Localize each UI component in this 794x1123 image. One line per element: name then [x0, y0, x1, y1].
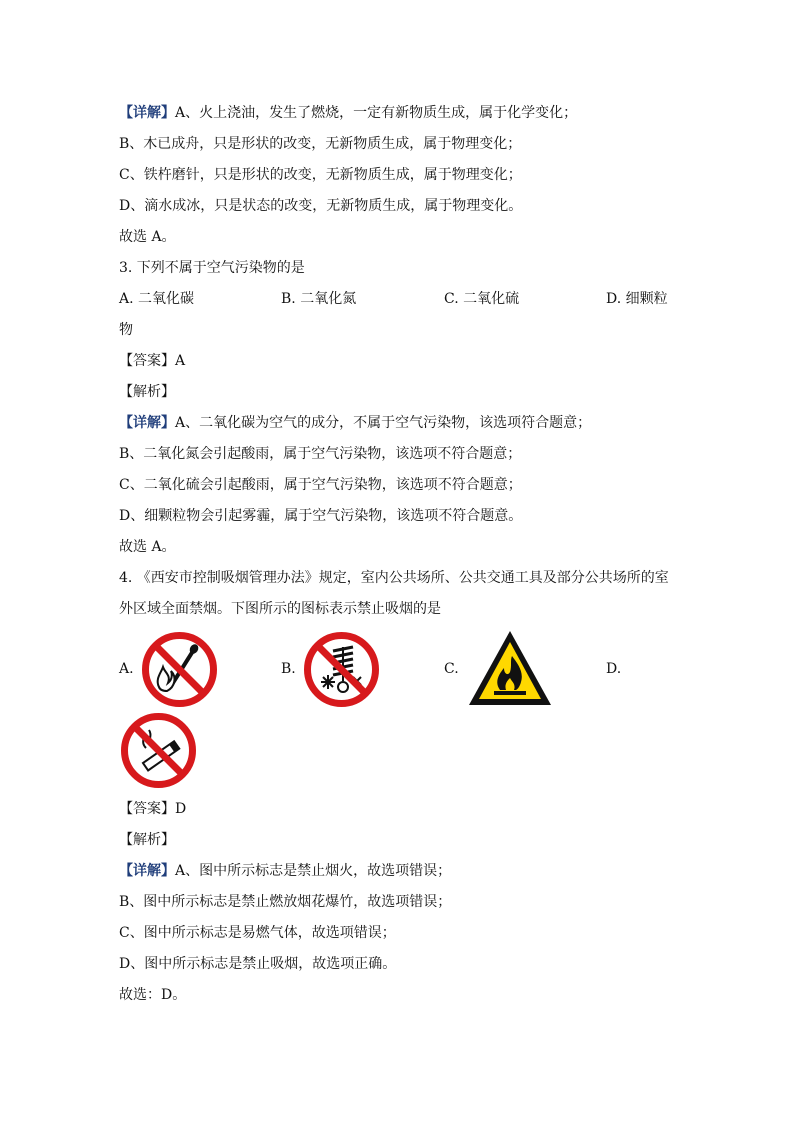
q4-conclusion: 故选：D。 — [119, 987, 187, 1003]
q2-explain-label: 【详解】 — [119, 105, 175, 121]
q4-answer: 【答案】D — [119, 801, 187, 817]
q4-stem-line-2: 外区域全面禁烟。下图所示的图标表示禁止吸烟的是 — [119, 601, 441, 617]
q4-option-a-label: A. — [119, 661, 134, 677]
q3-option-d-wrap: 物 — [119, 322, 133, 338]
q2-conclusion: 故选 A。 — [119, 229, 176, 245]
q3-explain-line-2: B、二氧化氮会引起酸雨，属于空气污染物，该选项不符合题意； — [119, 446, 522, 462]
flammable-gas-sign-icon — [466, 628, 554, 708]
q2-explain-line-2: B、木已成舟，只是形状的改变，无新物质生成，属于物理变化； — [119, 136, 522, 152]
q4-explain-line-4: D、图中所示标志是禁止吸烟，故选项正确。 — [119, 956, 397, 972]
q4-option-d-label: D. — [606, 661, 622, 677]
q3-option-a: A. 二氧化碳 — [119, 291, 195, 307]
q4-explain-line-2: B、图中所示标志是禁止燃放烟花爆竹，故选项错误； — [119, 894, 452, 910]
q3-explain-line-3: C、二氧化硫会引起酸雨，属于空气污染物，该选项不符合题意； — [119, 477, 522, 493]
q3-conclusion: 故选 A。 — [119, 539, 176, 555]
q4-explain-label: 【详解】 — [119, 863, 175, 879]
q3-option-c: C. 二氧化硫 — [444, 291, 520, 307]
q4-analysis-label: 【解析】 — [119, 832, 175, 848]
q3-stem: 3. 下列不属于空气污染物的是 — [119, 260, 305, 276]
q3-explain-label: 【详解】 — [119, 415, 175, 431]
q4-explain-line-3: C、图中所示标志是易燃气体，故选项错误； — [119, 925, 396, 941]
q3-explain-line-1: 【详解】A、二氧化碳为空气的成分，不属于空气污染物，该选项符合题意； — [119, 415, 592, 431]
q2-explain-line-4: D、滴水成冰，只是状态的改变，无新物质生成，属于物理变化。 — [119, 198, 523, 214]
q3-answer: 【答案】A — [119, 353, 186, 369]
q2-explain-line-1: 【详解】A、火上浇油，发生了燃烧，一定有新物质生成，属于化学变化； — [119, 105, 578, 121]
no-smoking-sign-icon — [120, 712, 197, 789]
q4-stem-line-1: 4. 《西安市控制吸烟管理办法》规定，室内公共场所、公共交通工具及部分公共场所的室 — [119, 570, 669, 586]
q2-explain-line-3: C、铁杵磨针，只是形状的改变，无新物质生成，属于物理变化； — [119, 167, 522, 183]
q3-option-b: B. 二氧化氮 — [281, 291, 357, 307]
no-fire-sign-icon — [141, 631, 218, 708]
no-fireworks-sign-icon — [303, 631, 380, 708]
q4-option-c-label: C. — [444, 661, 459, 677]
q4-explain-line-1: 【详解】A、图中所示标志是禁止烟火，故选项错误； — [119, 863, 452, 879]
q4-option-b-label: B. — [281, 661, 296, 677]
q3-option-d: D. 细颗粒 — [606, 291, 668, 307]
q3-explain-line-4: D、细颗粒物会引起雾霾，属于空气污染物，该选项不符合题意。 — [119, 508, 523, 524]
q3-analysis-label: 【解析】 — [119, 384, 175, 400]
